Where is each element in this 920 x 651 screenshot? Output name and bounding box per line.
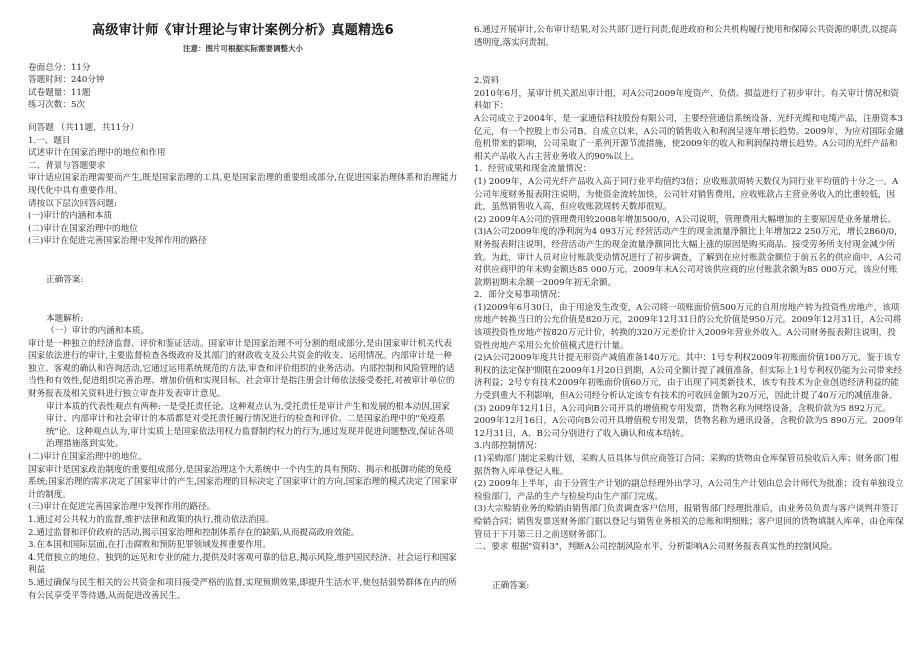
question-2-line: (3) 2009年12月1日，A公司向B公司开具的增值税专用发票，货物名称为网络设备，含税价款为5 892万元。2009年12月16日，A公司向B公司开具增值税专用发票，货物名称为通讯设备，含税价款为5 890万元。2009年12月31日，A、B公司分别进行了收入确认和成本结转。 [474,403,904,439]
question-1-line: 请按以下层次回答问题: [28,198,117,209]
exam-meta-line: 答题时间：240分钟 [28,75,105,86]
question-2-line: (1)2009年6月30日，由于用途发生改变，A公司将一项账面价值500万元的自用房地产转为投资性房地产，该项房地产转换当日的公允价值是820万元，2009年12月31日的公允价值是950万元。2009年12月31日，A公司将该项投资性房地产按820万元计价，转换的320万元差价计入2009年营业外收入。A公司财务报表附注说明，投资性房地产采用公允价值模式进行计量。 [474,302,902,351]
question-1-line: (二)审计在国家治理中的地位 [28,223,138,234]
question-1-line: (一)审计的内涵和本质 [28,211,113,222]
continued-line: 6.通过开展审计,公布审计结果,对公共部门进行问责,促进政府和公共机构履行使用和保障公共资源的职责,以提高透明度,落实问责制。 [474,25,898,48]
question-2-body [474,88,904,554]
question-2-line: (2) 2009年上半年，由于分管生产计划的副总经理外出学习，A公司生产计划由总会计师代为批准；设有单独设立检验部门，产品的生产与检验均由生产部门完成。 [474,479,904,502]
answer-label-2: 正确答案: [492,580,530,591]
question-1-body [28,147,458,248]
exam-meta-line: 试卷题量：11题 [28,87,91,98]
page-title: 高级审计师《审计理论与审计案例分析》真题精选6 [92,23,394,38]
question-1-line: 试述审计在国家治理中的地位和作用 [28,148,166,159]
left-column [28,22,458,602]
right-column [474,24,904,592]
question-2-line: 2010年6月，某审计机关派出审计组，对A公司2009年度资产、负债、损益进行了初步审计。有关审计情况和资料如下： [474,88,899,112]
exam-meta-line: 卷面总分：11分 [28,62,91,73]
analysis-line: 2.通过监督和评价政府的活动,揭示国家治理和控制体系存在的缺陷,从而提高政府效能。 [28,527,360,538]
analysis-label: 本题解析: [46,313,84,324]
image-notice: 注意：图片可根据实际需要调整大小 [183,44,303,53]
question-2-line: (2)A公司2009年度共计提无形资产减值准备140万元。其中：1号专利权2009年初账面价值100万元，鉴于该专利权的法定保护期限在2009年1月20日到期，A公司全额计提了减值准备，但实际上1号专利权仍能为公司带来经济利益；2号专有技术2009年初账面价值60万元，由于出现了同类新技术，该专有技术为企业创造经济利益的能力受到重大不利影响，但A公司经分析认定该专有技术的可收回金额为20万元，因此计提了40万元的减值准备。 [474,353,903,402]
question-1-line: 二、背景与答题要求 [28,160,106,171]
analysis-line: 1.通过对公共权力的监督,维护法律和政策的执行,推动依法治国。 [28,515,274,525]
question-2-line: A公司成立于2004年，是一家通信科技股份有限公司，主要经营通信系统设备、光纤光缆和电缆产品，注册资本3亿元，有一个控股上市公司B。自成立以来，A公司的销售收入和利润呈逐年增长趋势。2009年，为应对国际金融危机带来的影响，公司采取了一系列开源节流措施，使2009年的收入和利润保持增长趋势。A公司的光纤产品和相关产品收入占主营业务收入的90%以上。 [474,113,904,162]
question-1-line: 审计适应国家治理需要而产生,既是国家治理的工具,更是国家治理的重要组成部分,在促进国家治理体系和治理能力现代化中具有重要作用。 [28,173,458,196]
question-2-line: (3)大宗赊销业务的赊销由销售部门负责调查客户信用，报销售部门经理批准后，由业务员负责与客户谈判并签订赊销合同；销售发票送财务部门据以登记与销售业务相关的总账和明细账；客户退回的货物填制入库单，由仓库保管员于下月第三日之前送财务部门。 [474,504,904,540]
analysis-line: 审计是一种独立的经济监督、评价和鉴证活动。国家审计是国家治理不可分割的组成部分,是由国家审计机关代表国家依法进行的审计,主要监督检查各级政府及其部门的财政收支及公共资金的收支、运用情况。内部审计是一种独立、客观的确认和咨询活动,它通过运用系统规范的方法,审查和评价组织的业务活动、内部控制和风险管理的适当性和有效性,促进组织完善治理、增加价值和实现目标。社会审计是指注册会计师依法接受委托,对被审计单位的财务报表及相关资料进行独立审查并发表审计意见。 [28,338,455,400]
answer-label: 正确答案: [46,274,84,285]
analysis-line: 国家审计是国家政治制度的重要组成部分,是国家治理这个大系统中一个内生的具有预防、揭示和抵御功能的免疫系统;国家治理的需求决定了国家审计的产生,国家治理的目标决定了国家审计的方向,国家治理的模式决定了国家审计的制度。 [28,464,458,500]
analysis-body [28,325,458,602]
question-2-title: 2.资料 [474,76,500,87]
analysis-line: 审计本质的代表性观点有两种:一是受托责任论。这种观点认为,受托责任是审计产生和发展的根本动因,国家审计、内部审计和社会审计的本质都是对受托责任履行情况进行的检查和评价。二是国家治理中的"免疫系统"论。这种观点认为,审计实质上是国家依法用权力监督制约权力的行为,通过发现并促进问题整改,保证各项治理措施落到实处。 [46,401,454,450]
analysis-line: 5.通过确保与民生相关的公共资金和项目接受严格的监督,实现预期效果,即提升生活水平,使包括弱势群体在内的所有公民享受平等待遇,从而促进改善民生。 [28,577,457,601]
exam-meta [28,62,458,112]
analysis-line: (三)审计在促进完善国家治理中发挥作用的路径。 [28,502,216,513]
exam-meta-line: 练习次数：5次 [28,100,86,111]
analysis-line: (二)审计在国家治理中的地位。 [28,452,147,463]
question-2-line: 二、要求 根据"资料3"，判断A公司控制风险水平，分析影响A公司财务报表真实性的控制风险。 [474,542,838,553]
question-2-line: 1．经营成果和现金流量情况： [474,164,592,175]
analysis-line: 3.在本国和国际层面,在打击腐败和预防犯罪领域发挥重要作用。 [28,540,271,551]
question-1-title: 1.一、题目 [28,135,71,146]
question-2-line: 2．部分交易事项情况： [474,290,566,301]
question-2-line: 3.内部控制情况： [474,441,543,452]
question-2-line: (1)采购部门制定采购计划，采购人员具体与供应商签订合同；采购的货物由仓库保管员验收后入库；财务部门根据货物入库单登记入账。 [474,454,899,477]
continued-analysis [474,24,904,49]
question-1-line: (三)审计在促进完善国家治理中发挥作用的路径 [28,236,207,247]
analysis-line: （一）审计的内涵和本质。 [46,326,150,337]
question-2-line: (1) 2009年，A公司光纤产品收入高于同行业平均值约3倍；应收账款周转天数仅为同行业平均值的十分之一。A公司年度财务报表附注说明，为使资金流转加快，公司针对销售费用，应收账款占主营业务收入的比重较低，因此，虽然销售收入高，但应收账款周转天数却很短。 [474,176,899,213]
question-2-line: (2) 2009年A公司的管理费用较2008年增加500/0，A公司说明，管理费用大幅增加的主要原因是业务量增长。(3)A公司2009年度的净利润为4 093万元 经营活动产生的现金流量净额比上年增加22 250万元，增长2860/0，财务报表附注说明，经营活动产生的现金流量净额同比大幅上涨的原因是购买商品、接受劳务所支付现金减少所致。为此，审计人员对应付账款变动情况进行了初步调查，了解到在应付账款金额位于前五名的供应商中，A公司对供应商甲的年末购金额达85 000万元，2009年末A公司对该供应商的应付账款余额为85 000万元，该应付账款期初期末余额一2009年初无余额。 [474,214,903,288]
analysis-line: 4.凭借独立的地位、独到的远见和专业的能力,提供及时客观可靠的信息,揭示风险,维护国民经济、社会运行和国家利益 [28,552,457,576]
section-header: 问答题 （共11题，共11分） [28,122,139,133]
